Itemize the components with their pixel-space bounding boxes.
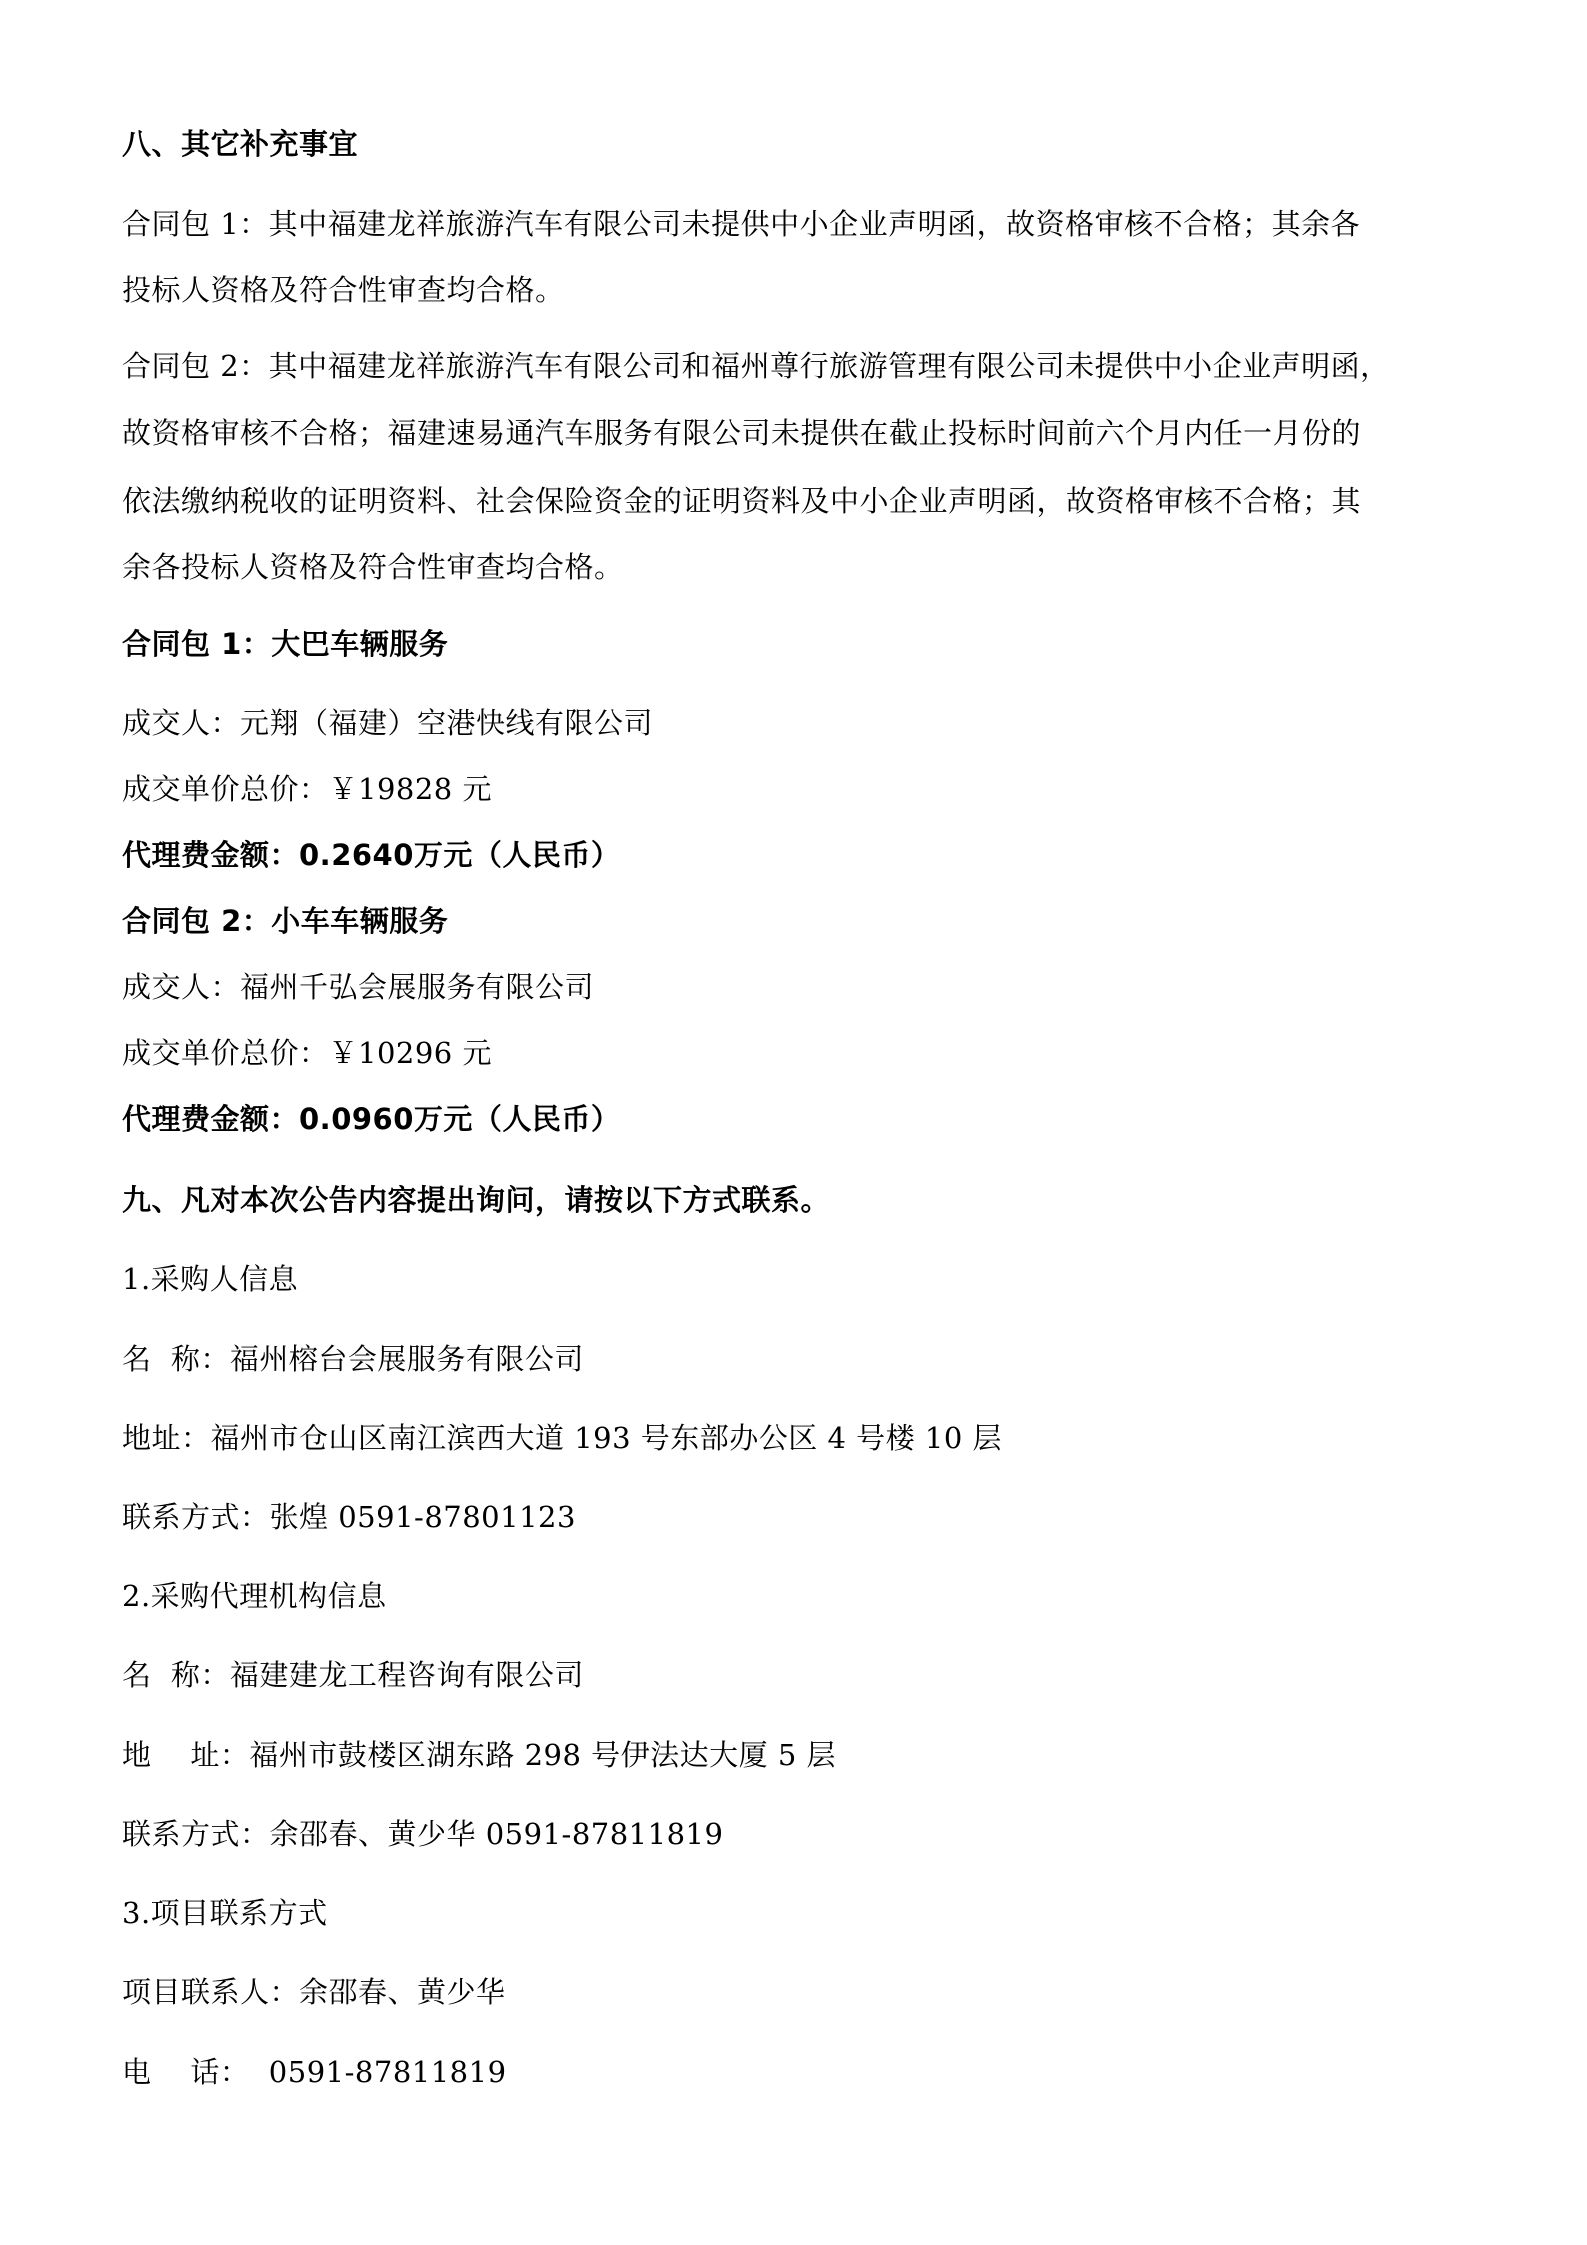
project-phone: 电 话： 0591-87811819: [122, 2055, 507, 2089]
agency-contact: 联系方式：余邵春、黄少华 0591-87811819: [122, 1817, 724, 1851]
package2-note-line1: 合同包 2：其中福建龙祥旅游汽车有限公司和福州尊行旅游管理有限公司未提供中小企业声明函，: [122, 349, 1390, 383]
package1-note-line2: 投标人资格及符合性审查均合格。: [122, 273, 565, 307]
package1-winner: 成交人：元翔（福建）空港快线有限公司: [122, 706, 654, 740]
project-contact-heading: 3.项目联系方式: [122, 1896, 328, 1930]
package1-unit-price: 成交单价总价：￥19828 元: [122, 772, 492, 806]
agency-heading: 2.采购代理机构信息: [122, 1579, 387, 1613]
section-9-heading: 九、凡对本次公告内容提出询问，请按以下方式联系。: [122, 1183, 831, 1217]
package2-note-line2: 故资格审核不合格；福建速易通汽车服务有限公司未提供在截止投标时间前六个月内任一月份的: [122, 416, 1362, 450]
package2-note-line3: 依法缴纳税收的证明资料、社会保险资金的证明资料及中小企业声明函，故资格审核不合格；其: [122, 484, 1362, 518]
package2-agency-fee: 代理费金额：0.0960万元（人民币）: [122, 1102, 621, 1136]
package2-winner: 成交人：福州千弘会展服务有限公司: [122, 970, 595, 1004]
agency-name: 名 称：福建建龙工程咨询有限公司: [122, 1658, 584, 1692]
package1-agency-fee: 代理费金额：0.2640万元（人民币）: [122, 838, 621, 872]
package1-title: 合同包 1：大巴车辆服务: [122, 627, 449, 661]
purchaser-contact: 联系方式：张煌 0591-87801123: [122, 1500, 576, 1534]
agency-address: 地 址：福州市鼓楼区湖东路 298 号伊法达大厦 5 层: [122, 1738, 837, 1772]
purchaser-address: 地址：福州市仓山区南江滨西大道 193 号东部办公区 4 号楼 10 层: [122, 1421, 1003, 1455]
purchaser-name: 名 称：福州榕台会展服务有限公司: [122, 1342, 584, 1376]
package1-note-line1: 合同包 1：其中福建龙祥旅游汽车有限公司未提供中小企业声明函，故资格审核不合格；其余各: [122, 207, 1361, 241]
package2-note-line4: 余各投标人资格及符合性审查均合格。: [122, 550, 624, 584]
project-contact-person: 项目联系人：余邵春、黄少华: [122, 1975, 506, 2009]
purchaser-heading: 1.采购人信息: [122, 1262, 299, 1296]
section-8-heading: 八、其它补充事宜: [122, 127, 359, 161]
package2-title: 合同包 2：小车车辆服务: [122, 904, 449, 938]
package2-unit-price: 成交单价总价：￥10296 元: [122, 1036, 492, 1070]
